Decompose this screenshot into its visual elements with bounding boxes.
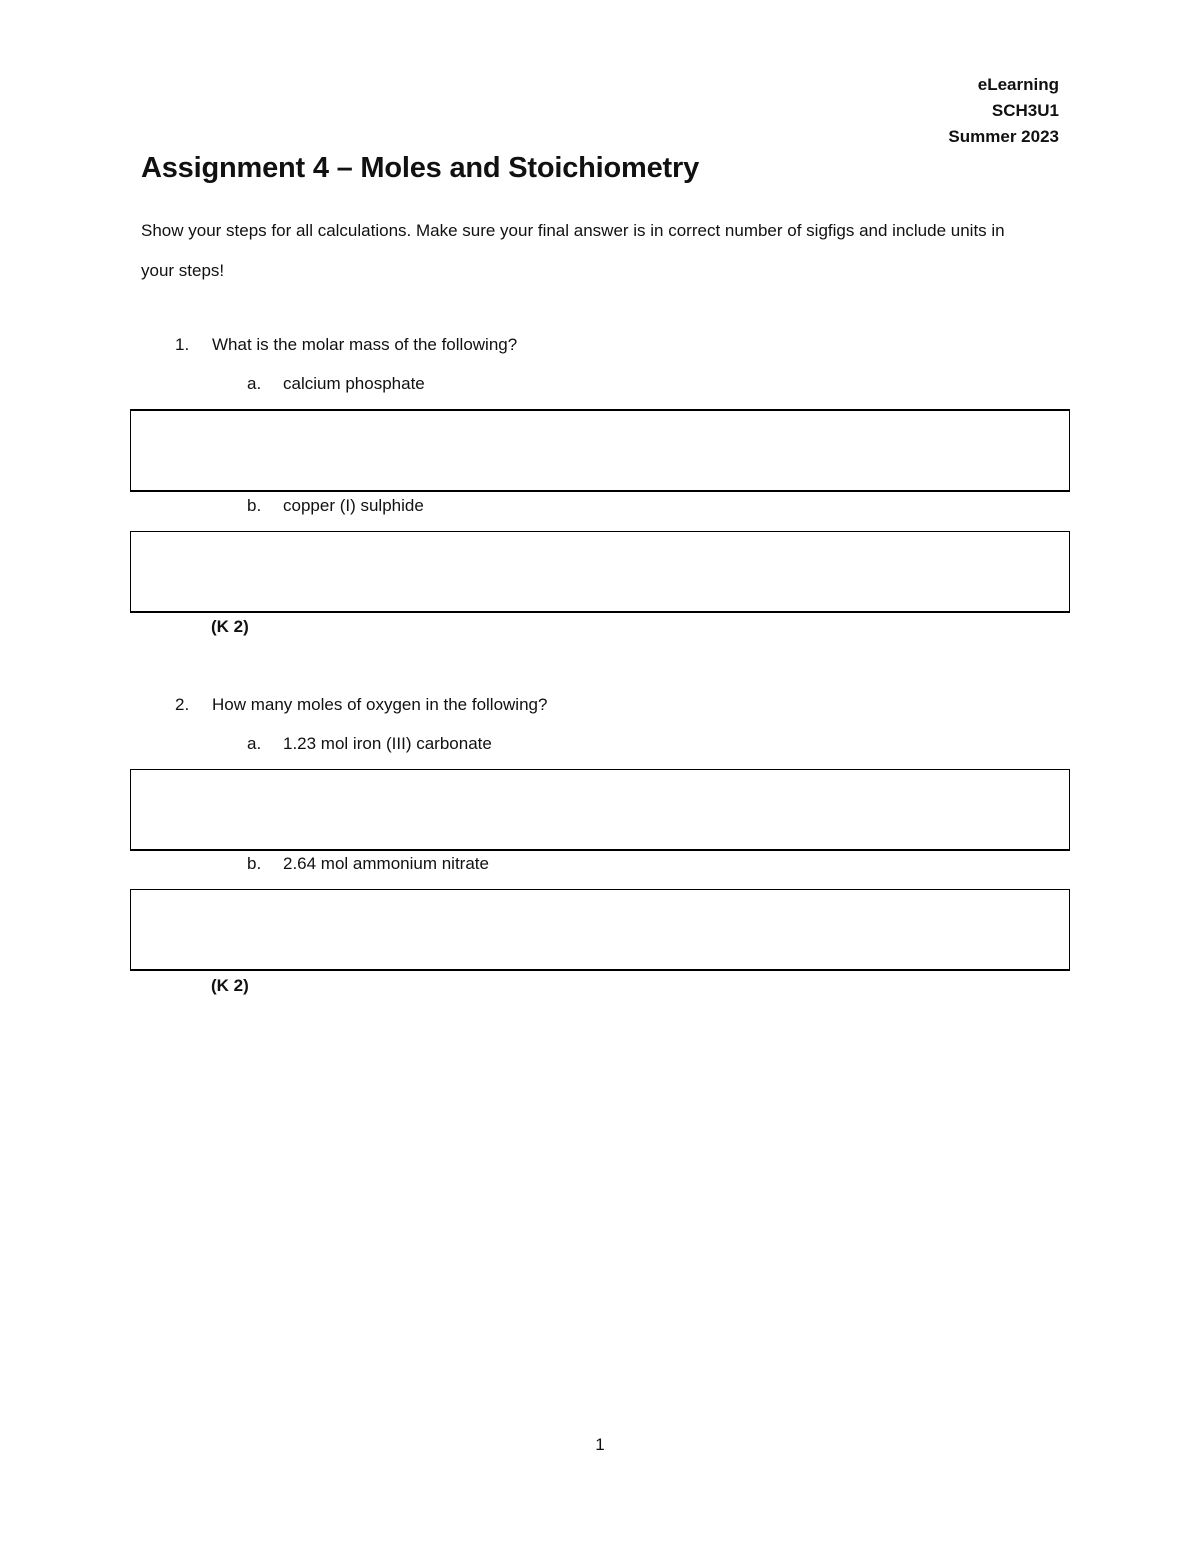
answer-box-2a[interactable] [130, 769, 1070, 851]
part-letter: b. [247, 854, 262, 873]
question-1a-text: calcium phosphate [283, 374, 425, 393]
question-2-text: How many moles of oxygen in the following? [212, 695, 548, 714]
part-letter: a. [247, 374, 262, 393]
platform-label: eLearning [977, 75, 1059, 94]
question-2a-text: 1.23 mol iron (III) carbonate [283, 734, 492, 753]
question-number: 1. [175, 335, 190, 354]
marks-label: (K 2) [211, 617, 249, 636]
answer-box-1a[interactable] [130, 409, 1070, 492]
question-1-text: What is the molar mass of the following? [212, 335, 518, 354]
part-letter: b. [247, 496, 262, 515]
document-header [948, 72, 1059, 150]
question-1b-text: copper (I) sulphide [283, 496, 424, 515]
marks-label: (K 2) [211, 976, 249, 995]
question-2b-text: 2.64 mol ammonium nitrate [283, 854, 489, 873]
page-number: 1 [595, 1435, 605, 1454]
course-code: SCH3U1 [991, 101, 1059, 120]
instructions-text: Show your steps for all calculations. Make sure your final answer is in correct number of sigfigs and include units in your steps! [141, 221, 1005, 280]
answer-box-1b[interactable] [130, 531, 1070, 613]
assignment-title: Assignment 4 – Moles and Stoichiometry [141, 152, 700, 184]
part-letter: a. [247, 734, 262, 753]
question-number: 2. [175, 695, 190, 714]
answer-box-2b[interactable] [130, 889, 1070, 971]
term-label: Summer 2023 [948, 127, 1059, 146]
